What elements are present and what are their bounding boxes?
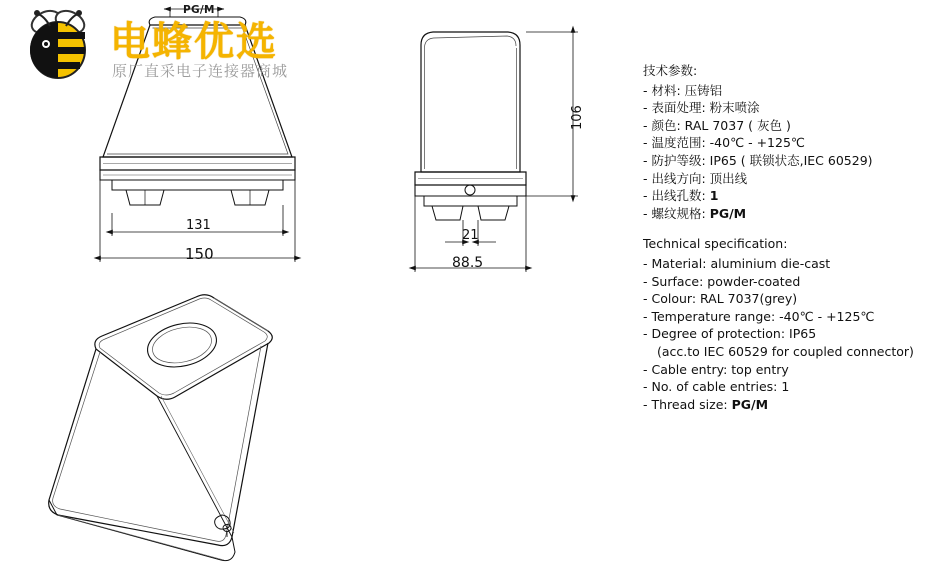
spec-cn-thread-value: PG/M bbox=[709, 205, 747, 221]
front-view-outline bbox=[100, 9, 295, 205]
spec-en-thread-label: - Thread size: bbox=[643, 396, 728, 412]
spec-cn-thread bbox=[643, 205, 923, 223]
spec-en-thread bbox=[643, 396, 923, 414]
spec-cn-item-5: - 出线方向: 顶出线 bbox=[643, 170, 748, 186]
spec-cn-thread-label: - 螺纹规格: bbox=[643, 205, 706, 221]
brand-tagline: 原厂直采电子连接器商城 bbox=[112, 62, 289, 80]
spec-en-item-2: - Colour: RAL 7037(grey) bbox=[643, 291, 798, 307]
dim-label-88-5: 88.5 bbox=[452, 255, 484, 271]
spec-cn-title: 技术参数: bbox=[643, 63, 698, 78]
dim-label-21: 21 bbox=[462, 228, 479, 243]
side-view-outline bbox=[415, 32, 526, 220]
spec-en-item-1: - Surface: powder-coated bbox=[643, 273, 801, 289]
spec-cn-item-1: - 表面处理: 粉末喷涂 bbox=[643, 100, 760, 116]
spec-en-item-0: - Material: aluminium die-cast bbox=[643, 255, 831, 271]
isometric-view-outline bbox=[49, 295, 273, 561]
spec-cn-entries-label: - 出线孔数: bbox=[643, 188, 706, 204]
spec-cn-item-4: - 防护等级: IP65 ( 联锁状态,IEC 60529) bbox=[643, 152, 873, 168]
side-view-dimensions bbox=[415, 32, 578, 272]
spec-en-item-7: - No. of cable entries: 1 bbox=[643, 379, 790, 395]
spec-en-thread-value: PG/M bbox=[731, 396, 769, 412]
specification-block bbox=[643, 62, 923, 413]
spec-cn-item-3: - 温度范围: -40℃ - +125℃ bbox=[643, 135, 805, 151]
spec-cn-item-0: - 材料: 压铸铝 bbox=[643, 82, 723, 98]
spec-en-item-5: (acc.to IEC 60529 for coupled connector) bbox=[657, 343, 914, 359]
spec-en-item-4: - Degree of protection: IP65 bbox=[643, 326, 817, 342]
dim-label-pgm-top: PG/M bbox=[183, 4, 215, 16]
dim-label-150: 150 bbox=[185, 245, 214, 263]
brand-name: 电蜂优选 bbox=[110, 19, 278, 65]
spec-en-item-6: - Cable entry: top entry bbox=[643, 361, 789, 377]
spec-divider bbox=[643, 222, 923, 235]
spec-cn-entries bbox=[643, 187, 923, 205]
spec-en-title: Technical specification: bbox=[643, 236, 788, 252]
spec-cn-item-2: - 颜色: RAL 7037 ( 灰色 ) bbox=[643, 117, 791, 133]
dim-label-131: 131 bbox=[186, 218, 211, 233]
spec-cn-entries-value: 1 bbox=[709, 188, 719, 204]
spec-en-item-3: - Temperature range: -40℃ - +125℃ bbox=[643, 308, 875, 324]
dim-label-106: 106 bbox=[570, 105, 585, 130]
